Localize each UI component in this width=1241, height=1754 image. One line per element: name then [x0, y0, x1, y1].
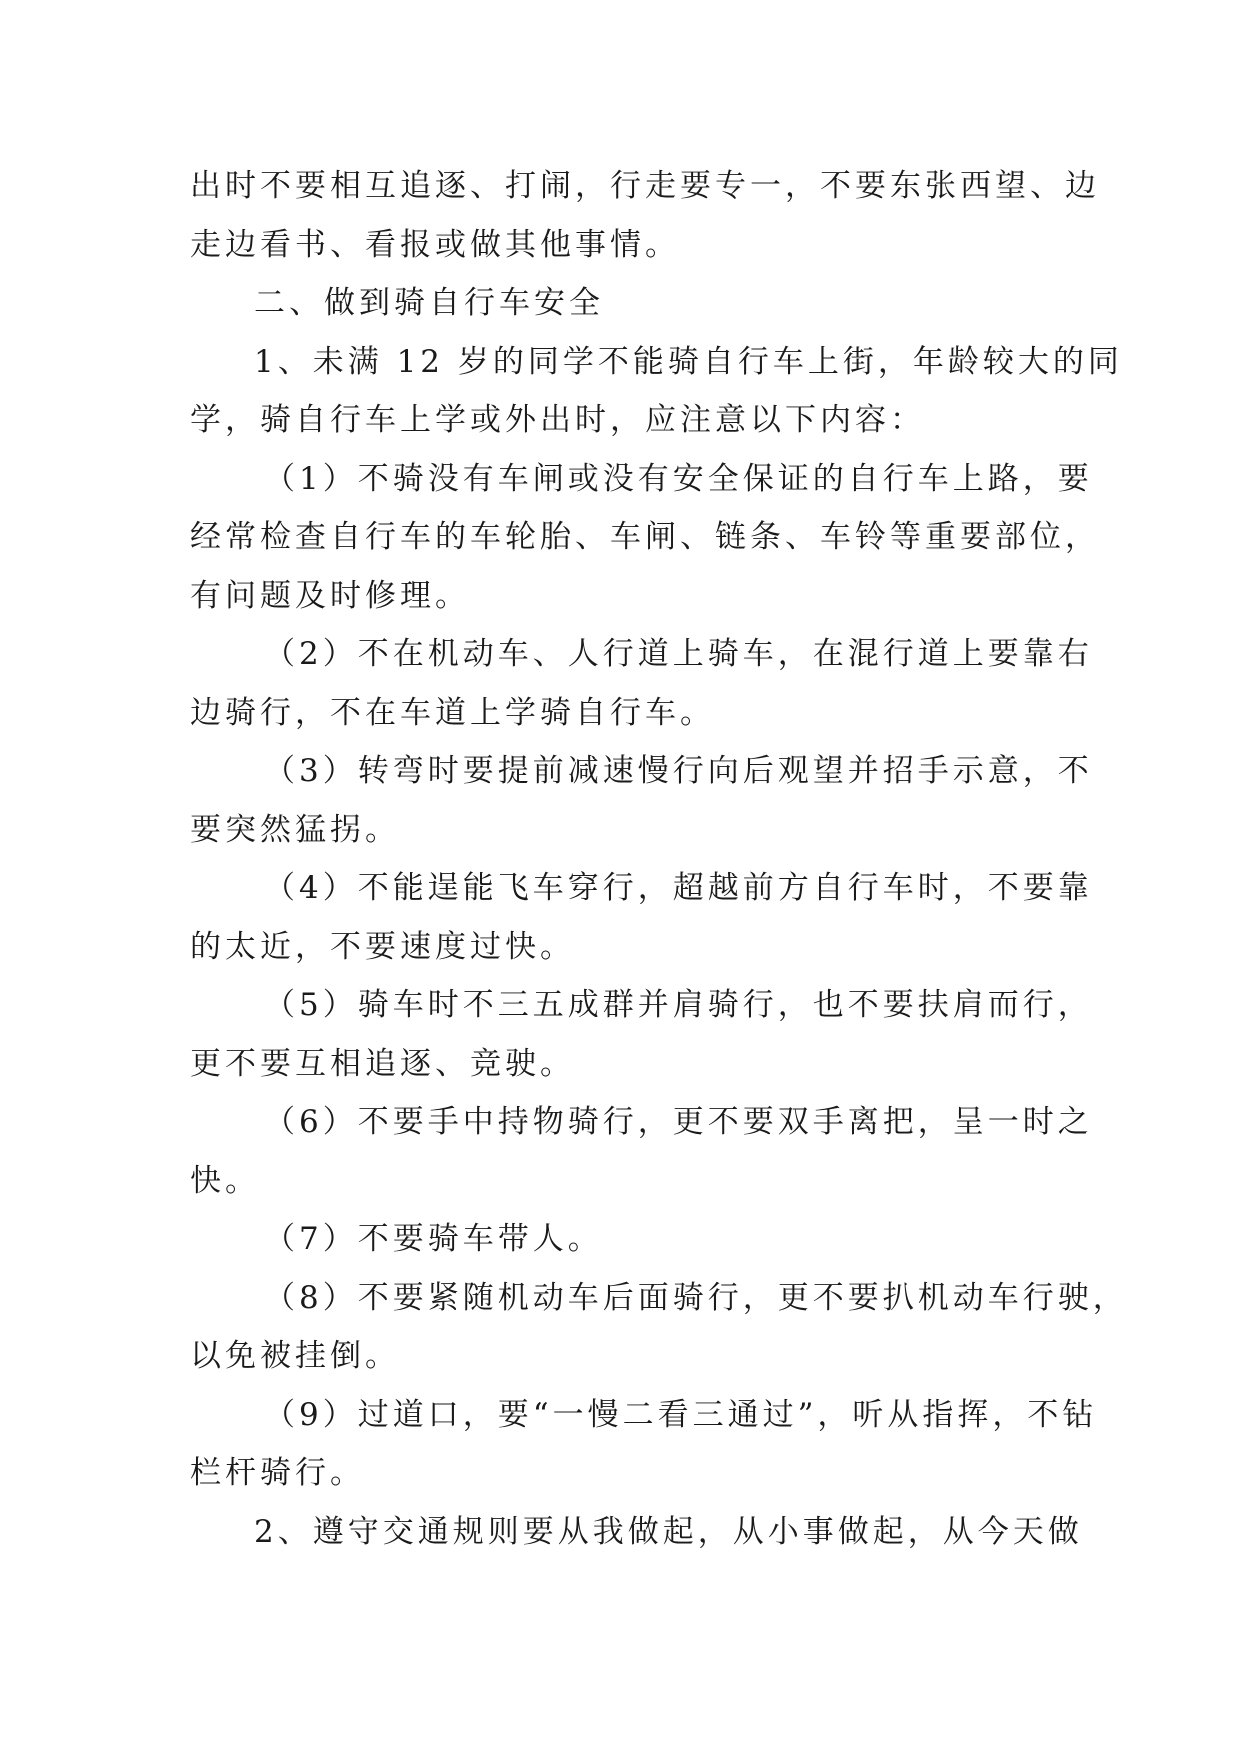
document-body [190, 157, 1128, 1561]
text-line: （4）不能逞能飞车穿行，超越前方自行车时，不要靠 [264, 870, 1093, 906]
text-line: （5）骑车时不三五成群并肩骑行，也不要扶肩而行， [264, 987, 1093, 1023]
text-line: （7）不要骑车带人。 [264, 1221, 603, 1257]
text-line: 二、做到骑自行车安全 [254, 285, 604, 321]
text-line: （8）不要紧随机动车后面骑行，更不要扒机动车行驶， [264, 1279, 1128, 1316]
text-line: 经常检查自行车的车轮胎、车闸、链条、车铃等重要部位， [190, 519, 1100, 555]
text-line: （3）转弯时要提前减速慢行向后观望并招手示意，不 [264, 753, 1093, 789]
text-line: 2、遵守交通规则要从我做起，从小事做起，从今天做 [254, 1513, 1083, 1550]
text-line: （2）不在机动车、人行道上骑车，在混行道上要靠右 [264, 636, 1093, 672]
text-line: 以免被挂倒。 [190, 1338, 400, 1374]
text-line: 走边看书、看报或做其他事情。 [190, 226, 680, 263]
text-line: （9）过道口，要“一慢二看三通过”，听从指挥，不钻 [264, 1396, 1098, 1433]
text-line: 要突然猛拐。 [190, 811, 400, 848]
text-line: 1、未满 12 岁的同学不能骑自行车上街，年龄较大的同 [254, 343, 1123, 380]
text-line: 的太近，不要速度过快。 [190, 928, 575, 965]
text-line: 学，骑自行车上学或外出时，应注意以下内容： [190, 402, 925, 438]
text-line: 更不要互相追逐、竞驶。 [190, 1045, 575, 1082]
text-line: 快。 [190, 1162, 260, 1199]
text-line: 栏杆骑行。 [190, 1455, 365, 1491]
text-line: 出时不要相互追逐、打闹，行走要专一，不要东张西望、边 [190, 168, 1100, 204]
text-line: 边骑行，不在车道上学骑自行车。 [190, 694, 715, 731]
text-line: （1）不骑没有车闸或没有安全保证的自行车上路，要 [264, 460, 1093, 497]
text-line: （6）不要手中持物骑行，更不要双手离把，呈一时之 [264, 1104, 1093, 1140]
text-line: 有问题及时修理。 [190, 577, 470, 614]
